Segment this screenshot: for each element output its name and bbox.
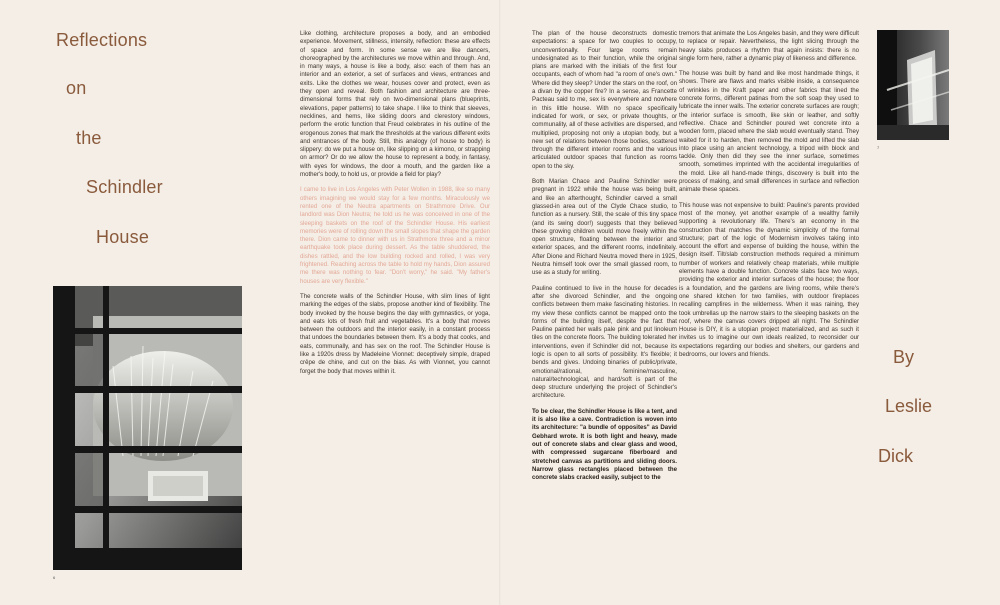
interior-light-photo xyxy=(877,30,949,140)
column-3 xyxy=(679,30,859,366)
col3-paragraph-3: This house was not expensive to build: Pauline's parents provided most of the money, yet another example of a wealthy family supporting a revolutionary life. There's an economy in the construction that matches the dynamic simplicity of the formal structure; part of the logic of Modernism involves taking into account the effort and expense of building the house, within the design itself. Tilt/slab construction methods required a minimum number of workers and relatively cheap materials, while multiple elements have a double function. Concrete slabs face two ways, providing the exterior and interior surfaces of the house; the floor is a foundation, and the gardens are living rooms, while there's one shared kitchen for two families, with outdoor fireplaces recalling campfires in the wilderness. When it was raining, they took umbrellas up the narrow stairs to the sleeping baskets on the roof, where the canvas covers dripped all night. The Schindler House is DIY, it is a utopian project materialized, and as such it invites us to imagine our own ideals realized, to reconsider our expectations regarding our bodies and shelters, our gardens and bedrooms, our lovers and friends. xyxy=(679,201,859,358)
spread-gutter xyxy=(499,0,501,605)
byline-word-1: By xyxy=(893,347,915,367)
column-1 xyxy=(300,30,490,383)
page-number-right: 7 xyxy=(877,145,880,150)
col2-paragraph-3: Pauline continued to live in the house for decades after she divorced Schindler, and the ongoing conflicts between them make fascinating histories. In my view these conflicts cannot be mapped onto the forms of the building itself, despite the fact that Pauline painted her walls pale pink and put linoleum tiles on the concrete floors. The building tolerated her interventions, even if Schindler did not, because its logic is open to all sorts of possibility. It's flexible; it bends and gives. Undoing binaries of public/private, emotional/rational, feminine/masculine, natural/technological, and hard/soft is part of the deep structure underlying the project of Schindler's architecture. xyxy=(532,284,677,400)
title-word-2: on xyxy=(66,78,87,98)
byline-word-3: Dick xyxy=(878,446,913,466)
col1-paragraph-2: I came to live in Los Angeles with Peter Wollen in 1988, like so many others imagining we would stay for a few months. Miraculously we rented one of the Neutra apartments on Strathmore Drive. Our landlord was Dion Neutra; he told us he was conceived in one of the sleeping baskets on the roof of the Schindler House. His earliest memories were of rolling down the small slopes that shape the garden there. Dion came to dinner with us in Strathmore three and a minor earthquake took place during dessert. As the table shuddered, the dishes rattled, and the low building rocked and rolled, I was very frightened. Reaching across the table to hold my hands, Dion assured me there was nothing to fear. "Don't worry," he said. "My father's houses are very flexible." xyxy=(300,186,490,285)
col2-paragraph-4: To be clear, the Schindler House is like a tent, and it is also like a cave. Contradiction is woven into its architecture: "a bundle of opposites" as David Gebhard wrote. It is both light and heavy, made out of concrete slabs and clear glass and wood, with compressed sugarcane fiberboard and stretched canvas as partitions and sliding doors. Narrow glass rectangles placed between the concrete slabs cracked easily, subject to the xyxy=(532,407,677,482)
col2-paragraph-2: Both Marian Chace and Pauline Schindler were pregnant in 1922 while the house was being built, and like an afterthought, Schindler carved a small glassed-in area out of the Clyde Chace studio, to function as a nursery. Still, the scale of this tiny space (and its swing door!) suggests that they believed these growing children would move freely within the open structure, floating between the interior and exterior spaces, and the different rooms, indefinitely. After Dione and Richard Neutra moved there in 1925, Neutra himself took over the small glassed room, to use as a study for writing. xyxy=(532,178,677,277)
page-number-left: 6 xyxy=(53,575,56,580)
title-word-4: Schindler xyxy=(86,177,163,197)
house-window-photo-image xyxy=(53,286,242,570)
title-word-1: Reflections xyxy=(56,30,148,50)
title-word-5: House xyxy=(96,227,150,247)
byline-word-2: Leslie xyxy=(885,396,933,416)
col3-paragraph-2: The house was built by hand and like most handmade things, it shows. There are flaws and marks visible inside, a consequence of wrinkles in the Kraft paper and other fabrics that lined the concrete forms, different patinas from the soft soap they used to lubricate the inner walls. The exterior concrete surfaces are rough; the interior surface is smooth, like skin or leather, and softly reflective. Chace and Schindler poured wet concrete into a wooden form, placed where the slab would eventually stand. They waited for it to harden, then removed the mold and lifted the slab into place using an ancient technology, a tripod with block and tackle. Only then did they see the inner surface, sometimes smooth, sometimes imprinted with the accidental irregularities of the mold. Like all hand-made things, discovery is built into the process of making, and small differences in surface and reflection animate these spaces. xyxy=(679,70,859,194)
interior-light-photo-image xyxy=(877,30,949,140)
column-2 xyxy=(532,30,677,489)
house-window-photo xyxy=(53,286,242,570)
col1-paragraph-3: The concrete walls of the Schindler House, with slim lines of light marking the edges of the slabs, propose another kind of flexibility. The body invoked by the house begins the day with gymnastics, or yoga, and eats lots of fresh fruit and vegetables. It's a body that moves between the outdoors and the interior easily, in a constant process that undoes the boundaries between them. It's a body that cooks, and eats, communally, and has sex on the roof. The Schindler House is like a 1920s dress by Madeleine Vionnet: deceptively simple, draped crêpe de chine, and cut on the bias. As with Vionnet, you cannot forget the body that moves within it. xyxy=(300,292,490,375)
title-word-3: the xyxy=(76,128,102,148)
col3-paragraph-1: tremors that animate the Los Angeles basin, and they were difficult to replace or repair. Nevertheless, the light slicing through the heavy slabs produces a rhythm that again insists: there is no single form here, rather a dynamic play of likeness and difference. xyxy=(679,30,859,62)
col1-paragraph-1: Like clothing, architecture proposes a body, and an embodied experience. Movement, stillness, intensity, reflection: these are effects of space and form. In some sense we are like dancers, choreographed by the architectures we move within and through. And, in many ways, a house is like a body, also: each of them has an interior and an exterior, a set of surfaces and views, entrances and exits. Like the clothes we wear, houses cover and protect, even as they open and reveal. Both fashion and architecture are three-dimensional forms that rely on two-dimensional plans (blueprints, elevations, paper patterns) to take shape. I like to think that sleeves, necklines, and hems, like sliding doors and clerestory windows, perform the erotic function that Freud celebrates in his outline of the erogenous zones that mark the thresholds at the various different exits and entrances of the body. Still, this analogy (of house to body) is slippery: do we put a house on, like slipping on a kimono, or strapping on armor? Or do we allow the house to represent a body, in fantasy, with eyes for windows, the door a mouth, and the garden like a mother's body, to hold us, or provide a field for play? xyxy=(300,30,490,179)
col2-paragraph-1: The plan of the house deconstructs domestic expectations: a space for two couples to occupy, unconventionally. Four large rooms remain undesignated as to their function, while the original plans are marked with the initials of the first four occupants, each of whom had "a room of one's own." Where did they sleep? Under the stars on the roof, on a divan by the copper fire? In a sense, as Francette Pacteau said to me, sex is everywhere and nowhere in this little house. With no space specifically indicated for work, or sex, or private thoughts, or communality, all of these activities are dispersed, and multiplied, proposing not only a utopian body, but a new set of relations between those bodies, scattered through the different interior rooms and the various articulated outdoor spaces that function as rooms open to the sky. xyxy=(532,30,677,170)
